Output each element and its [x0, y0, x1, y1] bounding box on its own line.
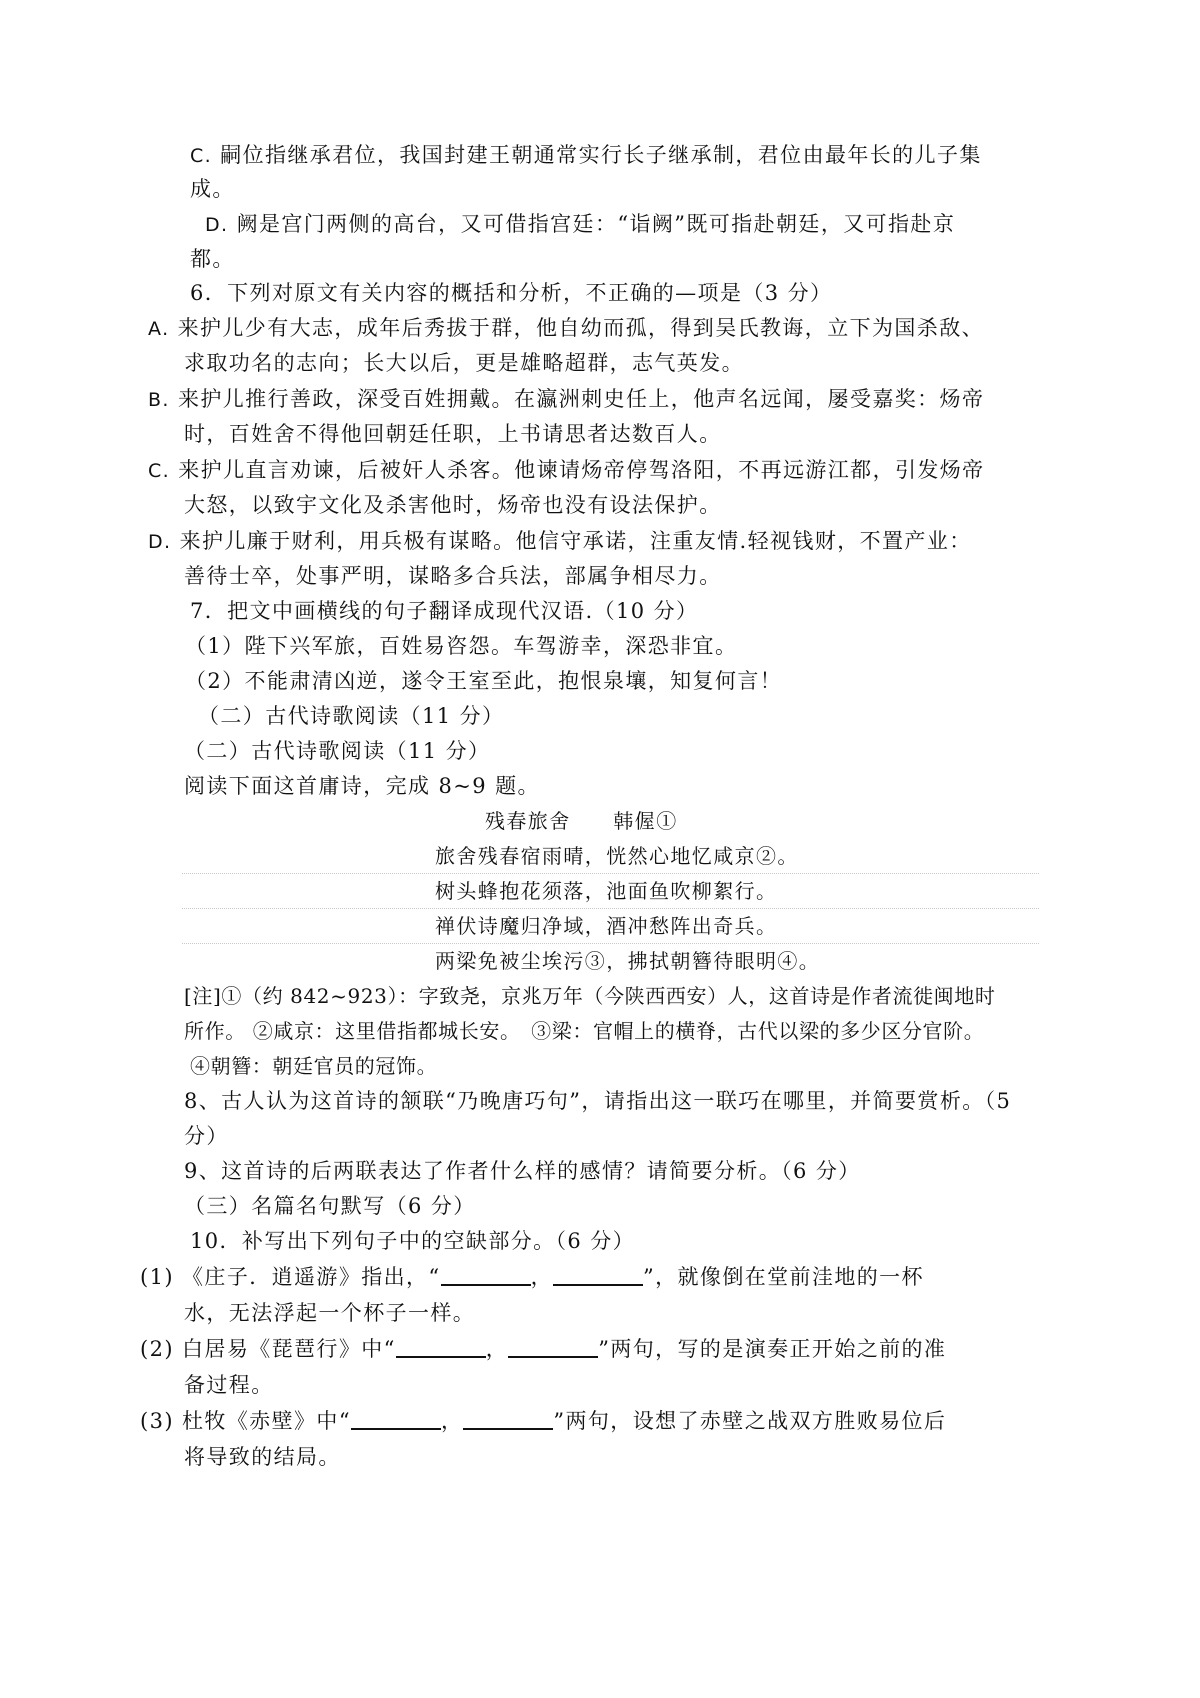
q10-item-3-line2: 将导致的结局。 [184, 1445, 341, 1469]
q10-item-1-post: ”，就像倒在堂前洼地的一杯 [642, 1265, 924, 1289]
q6-option-c-line1 [148, 455, 985, 486]
q10-item-3-sep: ， [440, 1409, 464, 1433]
fill-blank-1a[interactable] [441, 1262, 531, 1286]
q6-option-c-text: 来护儿直言劝谏，后被奸人杀客。他谏请炀帝停驾洛阳，不再远游江都，引发炀帝 [178, 458, 985, 482]
q10-item-1-line1 [140, 1262, 924, 1292]
q6-option-a-label: A. [148, 318, 170, 340]
q5-option-c-line1 [190, 140, 982, 171]
q10-item-1-num: (1) [140, 1265, 174, 1289]
q6-option-d-line1 [148, 526, 972, 557]
q6-option-b-text: 来护儿推行善政，深受百姓拥戴。在瀛洲刺史任上，他声名远闻，屡受嘉奖：炀帝 [177, 387, 985, 411]
poem-line-2: 树头蜂抱花须落，池面鱼吹柳絮行。 [435, 879, 778, 903]
q10-item-3-line1 [140, 1406, 946, 1436]
q5-option-d-label: D. [205, 214, 229, 236]
q6-option-a-text: 来护儿少有大志，成年后秀拔于群，他自幼而孤，得到吴氏教诲，立下为国杀敌、 [177, 316, 984, 340]
fill-blank-3b[interactable] [463, 1406, 553, 1430]
q8-line-1: 8、古人认为这首诗的颔联“乃晚唐巧句”，请指出这一联巧在哪里，并简要赏析。（5 [184, 1089, 1012, 1113]
q7-item-2: （2）不能肃清凶逆，遂令王室至此，抱恨泉壤，知复何言！ [185, 669, 783, 693]
q7-stem: 7．把文中画横线的句子翻译成现代汉语.（10 分） [190, 599, 699, 623]
q5-option-c-text: 嗣位指继承君位，我国封建王朝通常实行长子继承制，君位由最年长的儿子集 [220, 143, 982, 167]
q10-item-2-sep: ， [485, 1337, 509, 1361]
q8-line-2: 分） [184, 1124, 229, 1148]
poem-note-line-1: [注]①（约 842~923）：字致尧，京兆万年（今陕西西安）人，这首诗是作者流徙闽地时 [184, 984, 996, 1008]
q7-item-1: （1）陛下兴军旅，百姓易咨怨。车驾游幸，深恐非宜。 [185, 634, 738, 658]
poem-title: 残春旅舍 韩偓① [485, 809, 678, 833]
section2-heading-indented: （二）古代诗歌阅读（11 分） [198, 704, 505, 728]
q10-item-2-line1 [140, 1334, 946, 1364]
q10-stem: 10．补写出下列句子中的空缺部分。（6 分） [190, 1229, 636, 1253]
q6-option-c-label: C. [148, 460, 171, 482]
fill-blank-3a[interactable] [351, 1406, 441, 1430]
q6-option-a-line1 [148, 313, 984, 344]
section2-heading: （二）古代诗歌阅读（11 分） [184, 739, 491, 763]
poem-line-4: 两梁免被尘埃污③，拂拭朝簪待眼明④。 [435, 949, 821, 973]
q10-item-1-line2: 水，无法浮起一个杯子一样。 [184, 1301, 476, 1325]
section2-instruction: 阅读下面这首庸诗，完成 8~9 题。 [184, 774, 540, 798]
q5-option-c-line2: 成。 [190, 177, 235, 201]
fill-blank-2a[interactable] [396, 1334, 486, 1358]
q6-option-d-line2: 善待士卒，处事严明，谋略多合兵法，部属争相尽力。 [184, 564, 722, 588]
poem-note-line-2: 所作。 ②咸京：这里借指都城长安。 ③梁：官帽上的横脊，古代以梁的多少区分官阶。 [184, 1019, 985, 1043]
poem-note-line-3: ④朝簪：朝廷官员的冠饰。 [190, 1054, 438, 1078]
poem-dotted-rule [182, 873, 1039, 874]
q10-item-2-num: (2) [140, 1337, 174, 1361]
poem-line-1: 旅舍残春宿雨晴，恍然心地忆咸京②。 [435, 844, 799, 868]
q5-option-d-line1 [205, 209, 955, 240]
q9-text: 9、这首诗的后两联表达了作者什么样的感情？请简要分析。（6 分） [184, 1159, 861, 1183]
q10-item-3-num: (3) [140, 1409, 174, 1433]
fill-blank-2b[interactable] [508, 1334, 598, 1358]
q10-item-2-line2: 备过程。 [184, 1373, 274, 1397]
poem-dotted-rule [182, 908, 1039, 909]
q6-option-b-line2: 时，百姓舍不得他回朝廷任职，上书请思者达数百人。 [184, 422, 722, 446]
section3-heading: （三）名篇名句默写（6 分） [184, 1194, 476, 1218]
q6-option-c-line2: 大怒，以致宇文化及杀害他时，炀帝也没有设法保护。 [184, 493, 722, 517]
fill-blank-1b[interactable] [553, 1262, 643, 1286]
q5-option-d-line2: 都。 [190, 247, 235, 271]
q10-item-2-pre: 白居易《琵琶行》中“ [182, 1337, 396, 1361]
q10-item-1-sep: ， [530, 1265, 553, 1289]
q10-item-3-pre: 杜牧《赤壁》中“ [182, 1409, 351, 1433]
poem-dotted-rule [182, 943, 1039, 944]
q6-option-b-line1 [148, 384, 984, 415]
q6-option-d-text: 来护儿廉于财利，用兵极有谋略。他信守承诺，注重友情.轻视钱财，不置产业： [179, 529, 972, 553]
q10-item-3-post: ”两句，设想了赤壁之战双方胜败易位后 [553, 1409, 947, 1433]
q6-option-d-label: D. [148, 531, 172, 553]
q6-stem: 6．下列对原文有关内容的概括和分析，不正确的—项是（3 分） [190, 281, 833, 305]
q6-option-b-label: B. [148, 389, 170, 411]
q5-option-d-text: 阙是宫门两侧的高台，又可借指宫廷：“诣阙”既可指赴朝廷，又可指赴京 [236, 212, 956, 236]
q5-option-c-label: C. [190, 145, 213, 167]
q6-option-a-line2: 求取功名的志向；长大以后，更是雄略超群，志气英发。 [184, 351, 744, 375]
q10-item-1-pre: 《庄子．逍遥游》指出，“ [182, 1265, 441, 1289]
poem-line-3: 禅伏诗魔归净域，酒冲愁阵出奇兵。 [435, 914, 778, 938]
q10-item-2-post: ”两句，写的是演奏正开始之前的准 [598, 1337, 947, 1361]
